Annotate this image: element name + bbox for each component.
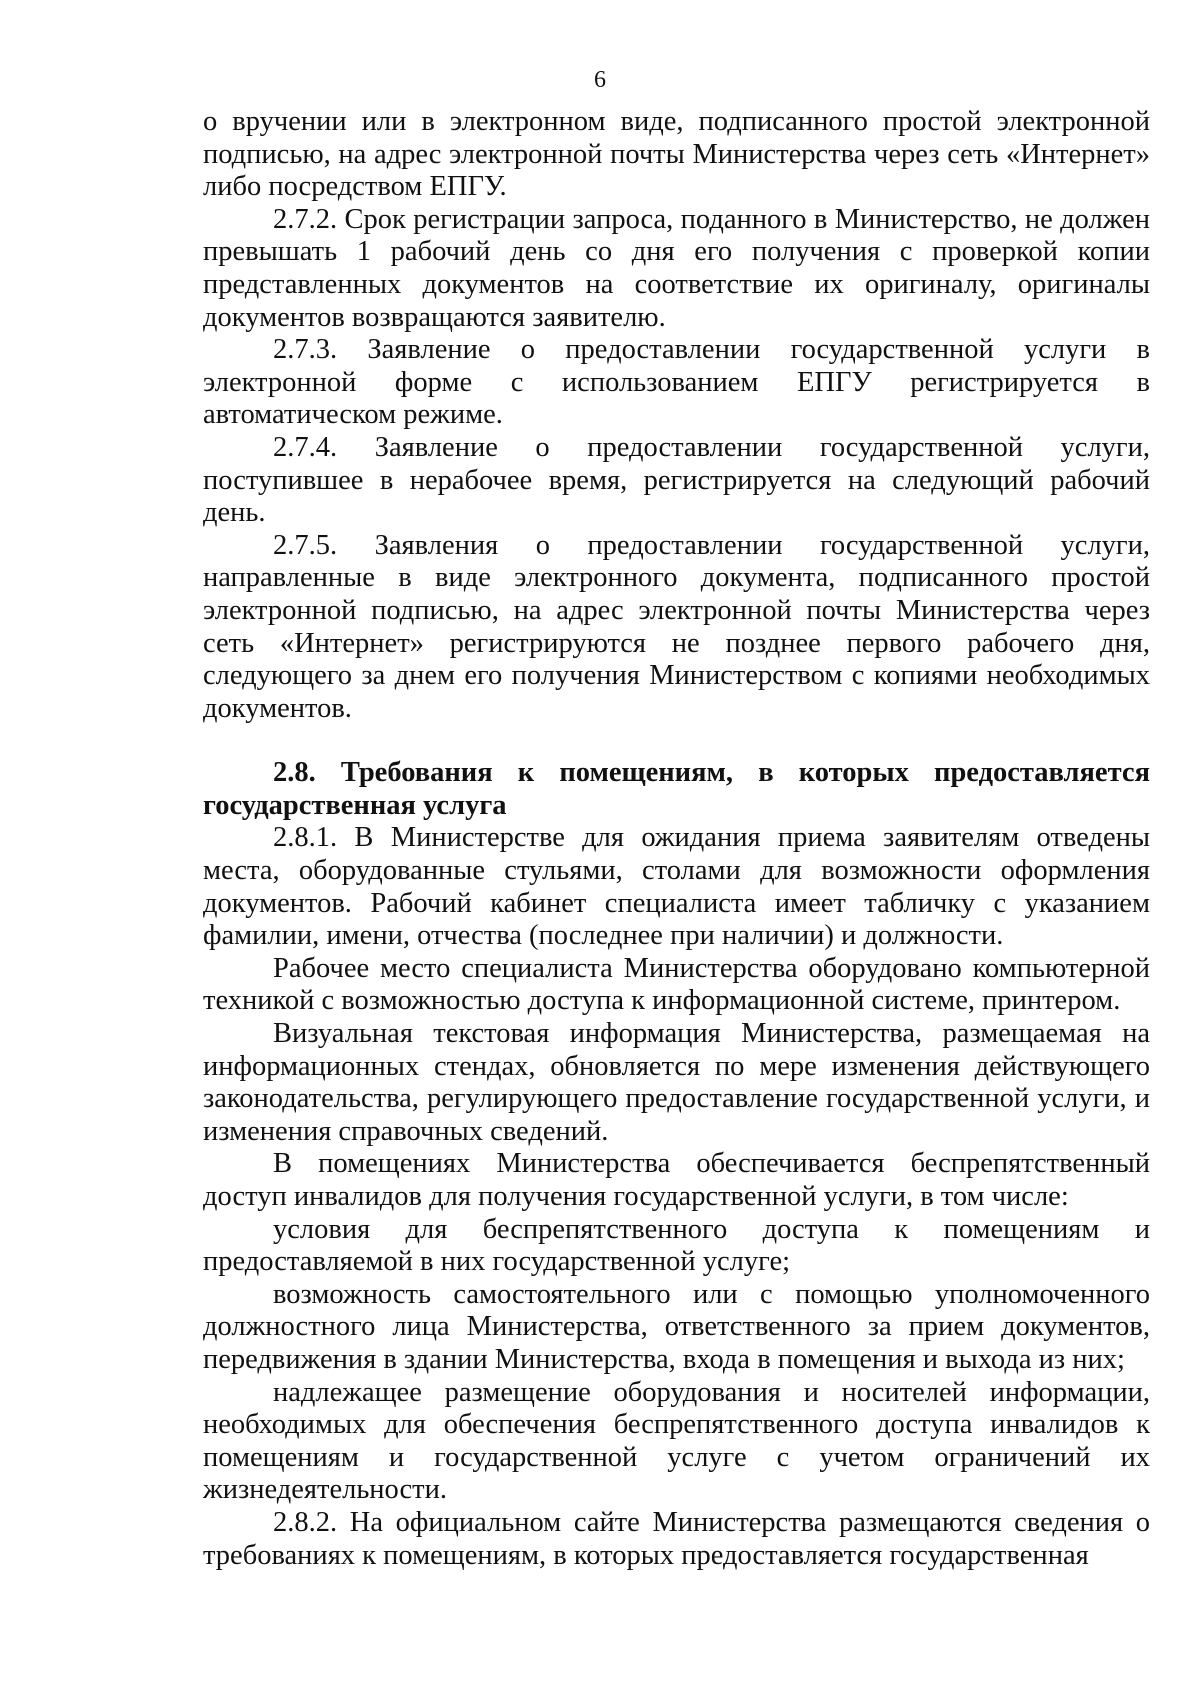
paragraph-2-7-5: 2.7.5. Заявления о предоставлении государственной услуги, направленные в виде электронного документа, подписанного простой электронной подписью, на адрес электронной почты Министерства через сеть «Интернет» регистрируются не позднее первого рабочего дня, следующего за днем его получения Министерством с копиями необходимых документов. [203,529,1150,724]
page-number: 6 [594,67,606,93]
list-item-access-conditions: условия для беспрепятственного доступа к помещениям и предоставляемой в них государственной услуге; [203,1213,1150,1278]
paragraph-visual-info: Визуальная текстовая информация Министерства, размещаемая на информационных стендах, обновляется по мере изменения действующего законодательства, регулирующего предоставление государственной услуги, и изменения справочных сведений. [203,1018,1150,1147]
document-body [203,106,1150,1572]
paragraph-2-8-2: 2.8.2. На официальном сайте Министерства размещаются сведения о требованиях к помещениям, в которых предоставляется государственная [203,1506,1150,1571]
paragraph-continuation: о вручении или в электронном виде, подписанного простой электронной подписью, на адрес электронной почты Министерства через сеть «Интернет» либо посредством ЕПГУ. [203,106,1150,203]
paragraph-2-8-1: 2.8.1. В Министерстве для ожидания приема заявителям отведены места, оборудованные стульями, столами для возможности оформления документов. Рабочий кабинет специалиста имеет табличку с указанием фамилии, имени, отчества (последнее при наличии) и должности. [203,822,1150,952]
paragraph-workplace: Рабочее место специалиста Министерства оборудовано компьютерной техникой с возможностью доступа к информационной системе, принтером. [203,952,1150,1017]
section-heading-2-8: 2.8. Требования к помещениям, в которых предоставляется государственная услуга [203,757,1150,821]
paragraph-2-7-2: 2.7.2. Срок регистрации запроса, поданного в Министерство, не должен превышать 1 рабочий день со дня его получения с проверкой копии представленных документов на соответствие их оригиналу, оригиналы документов возвращаются заявителю. [203,203,1150,333]
paragraph-accessibility: В помещениях Министерства обеспечивается беспрепятственный доступ инвалидов для получения государственной услуги, в том числе: [203,1148,1150,1212]
paragraph-2-7-3: 2.7.3. Заявление о предоставлении государственной услуги в электронной форме с использованием ЕПГУ регистрируется в автоматическом режиме. [203,334,1150,431]
paragraph-2-7-4: 2.7.4. Заявление о предоставлении государственной услуги, поступившее в нерабочее время, регистрируется на следующий рабочий день. [203,431,1150,529]
list-item-movement: возможность самостоятельного или с помощью уполномоченного должностного лица Министерства, ответственного за прием документов, передвижения в здании Министерства, входа в помещения и выхода из них; [203,1278,1150,1375]
list-item-equipment: надлежащее размещение оборудования и носителей информации, необходимых для обеспечения беспрепятственного доступа инвалидов к помещениям и государственной услуге с учетом ограничений их жизнедеятельности. [203,1376,1150,1506]
